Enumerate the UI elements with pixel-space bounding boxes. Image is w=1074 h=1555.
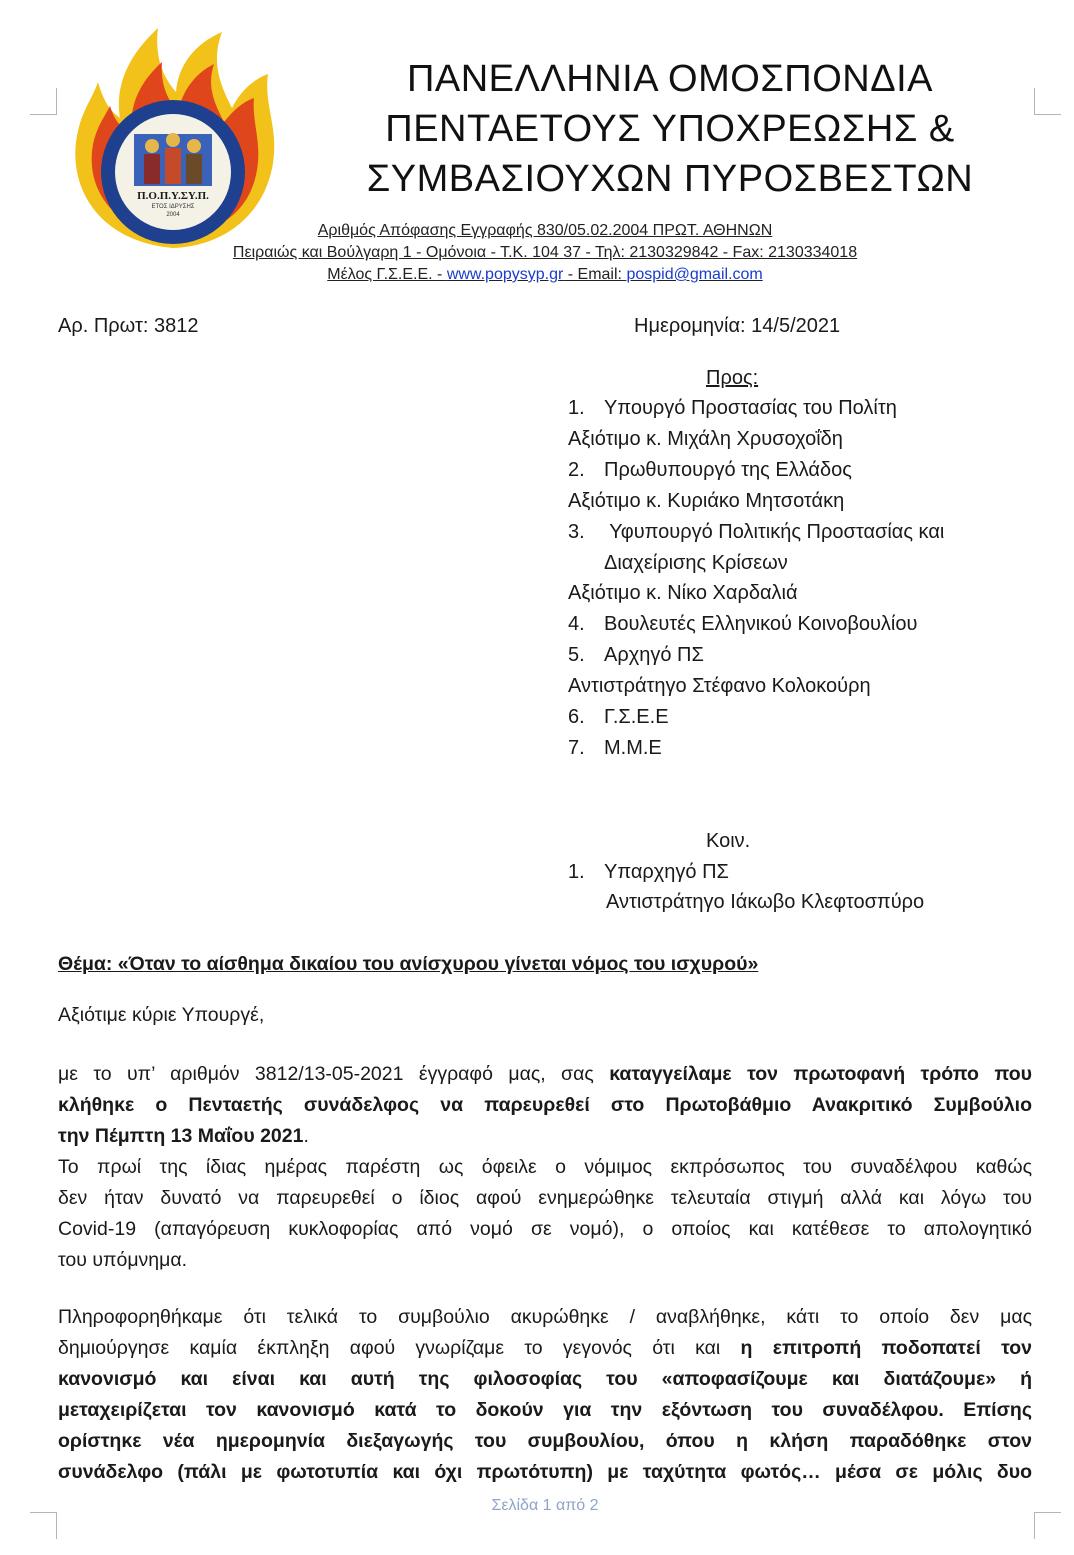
body-line: μεταχειρίζεται τον κανονισμό κατά το δοκούν για την εξόντωση του συναδέλφου. Επίσης bbox=[58, 1399, 1032, 1421]
cc-text: Αντιστράτηγο Ιάκωβο Κλεφτοσπύρο bbox=[606, 891, 925, 913]
recipient-line bbox=[568, 397, 897, 420]
crop-mark-bottom-left bbox=[30, 1512, 57, 1539]
recipient-line bbox=[568, 582, 798, 605]
body-line: δημιούργησε καμία έκπληξη αφού γνωρίζαμε το γεγονός ότι και η επιτροπή ποδοπατεί τον bbox=[58, 1337, 1032, 1359]
recipient-line bbox=[568, 428, 843, 451]
body-paragraph-2 bbox=[58, 1152, 1032, 1276]
body-line: Πληροφορηθήκαμε ότι τελικά το συμβούλιο ακυρώθηκε / αναβλήθηκε, κάτι το οποίο δεν μας bbox=[58, 1306, 1032, 1328]
registration-info: Αριθμός Απόφασης Εγγραφής 830/05.02.2004 ΠΡΩΤ. ΑΘΗΝΩΝ bbox=[317, 222, 773, 239]
recipient-text: Αξιότιμο κ. Μιχάλη Χρυσοχοΐδη bbox=[568, 428, 843, 450]
recipient-number: 4. bbox=[568, 613, 585, 635]
recipient-text: Πρωθυπουργό της Ελλάδος bbox=[604, 459, 852, 481]
crop-mark-top-right bbox=[1034, 88, 1061, 115]
email-link[interactable]: pospid@gmail.com bbox=[626, 266, 763, 283]
recipient-text: Αξιότιμο κ. Νίκο Χαρδαλιά bbox=[568, 582, 798, 604]
recipient-line bbox=[568, 613, 917, 636]
recipient-number: 1. bbox=[568, 397, 585, 419]
address-info: Πειραιώς και Βούλγαρη 1 - Ομόνοια - Τ.Κ. 104 37 - Τηλ: 2130329842 - Fax: 2130334018 bbox=[232, 244, 858, 261]
recipient-line bbox=[568, 490, 844, 513]
recipient-number: 6. bbox=[568, 706, 585, 728]
body-paragraph-1 bbox=[58, 1059, 1032, 1152]
body-line: συνάδελφο (πάλι με φωτοτυπία και όχι πρωτότυπη) με ταχύτητα φωτός… μέσα σε μόλις δυο bbox=[58, 1461, 1032, 1483]
federation-title-line-2: ΠΕΝΤΑΕΤΟΥΣ ΥΠΟΧΡΕΩΣΗΣ & bbox=[385, 108, 955, 150]
recipient-line bbox=[604, 552, 788, 575]
recipient-line bbox=[568, 737, 662, 760]
body-line: δεν ήταν δυνατό να παρευρεθεί ο ίδιος αφού ενημερώθηκε τελευταία στιγμή αλλά και λόγω του bbox=[58, 1187, 1032, 1209]
logo-year-label: ΕΤΟΣ ΙΔΡΥΣΗΣ bbox=[151, 204, 195, 210]
page-number: Σελίδα 1 από 2 bbox=[491, 1497, 599, 1514]
recipient-text: Μ.Μ.Ε bbox=[604, 737, 662, 759]
recipient-text: Αντιστράτηγο Στέφανο Κολοκούρη bbox=[568, 675, 871, 697]
federation-title-line-3: ΣΥΜΒΑΣΙΟΥΧΩΝ ΠΥΡΟΣΒΕΣΤΩΝ bbox=[366, 158, 974, 200]
recipient-line bbox=[568, 644, 704, 667]
website-link[interactable]: www.popysyp.gr bbox=[446, 266, 564, 283]
recipient-number: 3. bbox=[568, 521, 585, 543]
email-label: - Email: bbox=[563, 266, 627, 283]
cc-heading: Κοιν. bbox=[706, 830, 751, 852]
federation-title-line-1: ΠΑΝΕΛΛΗΝΙΑ ΟΜΟΣΠΟΝΔΙΑ bbox=[406, 58, 934, 100]
recipient-number: 2. bbox=[568, 459, 585, 481]
recipient-text: Αξιότιμο κ. Κυριάκο Μητσοτάκη bbox=[568, 490, 845, 512]
membership-info bbox=[150, 266, 940, 284]
body-line: κλήθηκε ο Πενταετής συνάδελφος να παρευρεθεί στο Πρωτοβάθμιο Ανακριτικό Συμβούλιο bbox=[58, 1094, 1032, 1116]
recipients-heading: Προς: bbox=[706, 367, 759, 389]
recipient-text: Υπουργό Προστασίας του Πολίτη bbox=[604, 397, 897, 419]
cc-line bbox=[568, 861, 729, 884]
recipient-number: 5. bbox=[568, 644, 585, 666]
protocol-number: Αρ. Πρωτ: 3812 bbox=[58, 315, 199, 337]
document-date: Ημερομηνία: 14/5/2021 bbox=[634, 315, 841, 337]
crop-mark-bottom-right bbox=[1034, 1512, 1061, 1539]
membership-label: Μέλος Γ.Σ.Ε.Ε. - bbox=[327, 266, 447, 283]
recipient-text: Βουλευτές Ελληνικού Κοινοβουλίου bbox=[604, 613, 918, 635]
recipient-text: Γ.Σ.Ε.Ε bbox=[604, 706, 669, 728]
body-line: Covid-19 (απαγόρευση κυκλοφορίας από νομό σε νομό), ο οποίος και κατέθεσε το απολογητικό bbox=[58, 1218, 1032, 1240]
body-line: Το πρωί της ίδιας ημέρας παρέστη ως όφειλε ο νόμιμος εκπρόσωπος του συναδέλφου καθώς bbox=[58, 1156, 1032, 1178]
recipient-text: Υφυπουργό Πολιτικής Προστασίας και bbox=[604, 521, 945, 543]
cc-text: Υπαρχηγό ΠΣ bbox=[604, 861, 729, 883]
recipient-text: Αρχηγό ΠΣ bbox=[604, 644, 704, 666]
body-line: με το υπ’ αριθμόν 3812/13-05-2021 έγγραφό μας, σας καταγγείλαμε τον πρωτοφανή τρόπο που bbox=[58, 1063, 1032, 1085]
recipient-line bbox=[568, 459, 852, 482]
federation-logo bbox=[62, 22, 284, 252]
recipient-line bbox=[568, 675, 871, 698]
recipient-number: 7. bbox=[568, 737, 585, 759]
logo-year: 2004 bbox=[166, 212, 180, 218]
cc-number: 1. bbox=[568, 861, 585, 883]
logo-abbreviation: Π.Ο.Π.Υ.ΣΥ.Π. bbox=[137, 190, 209, 202]
recipient-line bbox=[568, 706, 669, 729]
salutation: Αξιότιμε κύριε Υπουργέ, bbox=[58, 1004, 265, 1026]
cc-line bbox=[606, 891, 924, 914]
body-line: κανονισμό και είναι και αυτή της φιλοσοφίας του «αποφασίζουμε και διατάζουμε» ή bbox=[58, 1368, 1032, 1390]
body-line: ορίστηκε νέα ημερομηνία διεξαγωγής του συμβουλίου, όπου η κλήση παραδόθηκε στον bbox=[58, 1430, 1032, 1452]
recipient-line bbox=[568, 521, 944, 544]
recipient-text: Διαχείρισης Κρίσεων bbox=[604, 552, 788, 574]
subject-line: Θέμα: «Όταν το αίσθημα δικαίου του ανίσχυρου γίνεται νόμος του ισχυρού» bbox=[58, 953, 759, 975]
body-line: την Πέμπτη 13 Μαΐου 2021. bbox=[58, 1125, 309, 1147]
body-line: του υπόμνημα. bbox=[58, 1249, 188, 1271]
body-paragraph-3 bbox=[58, 1302, 1032, 1488]
crop-mark-top-left bbox=[30, 88, 57, 115]
